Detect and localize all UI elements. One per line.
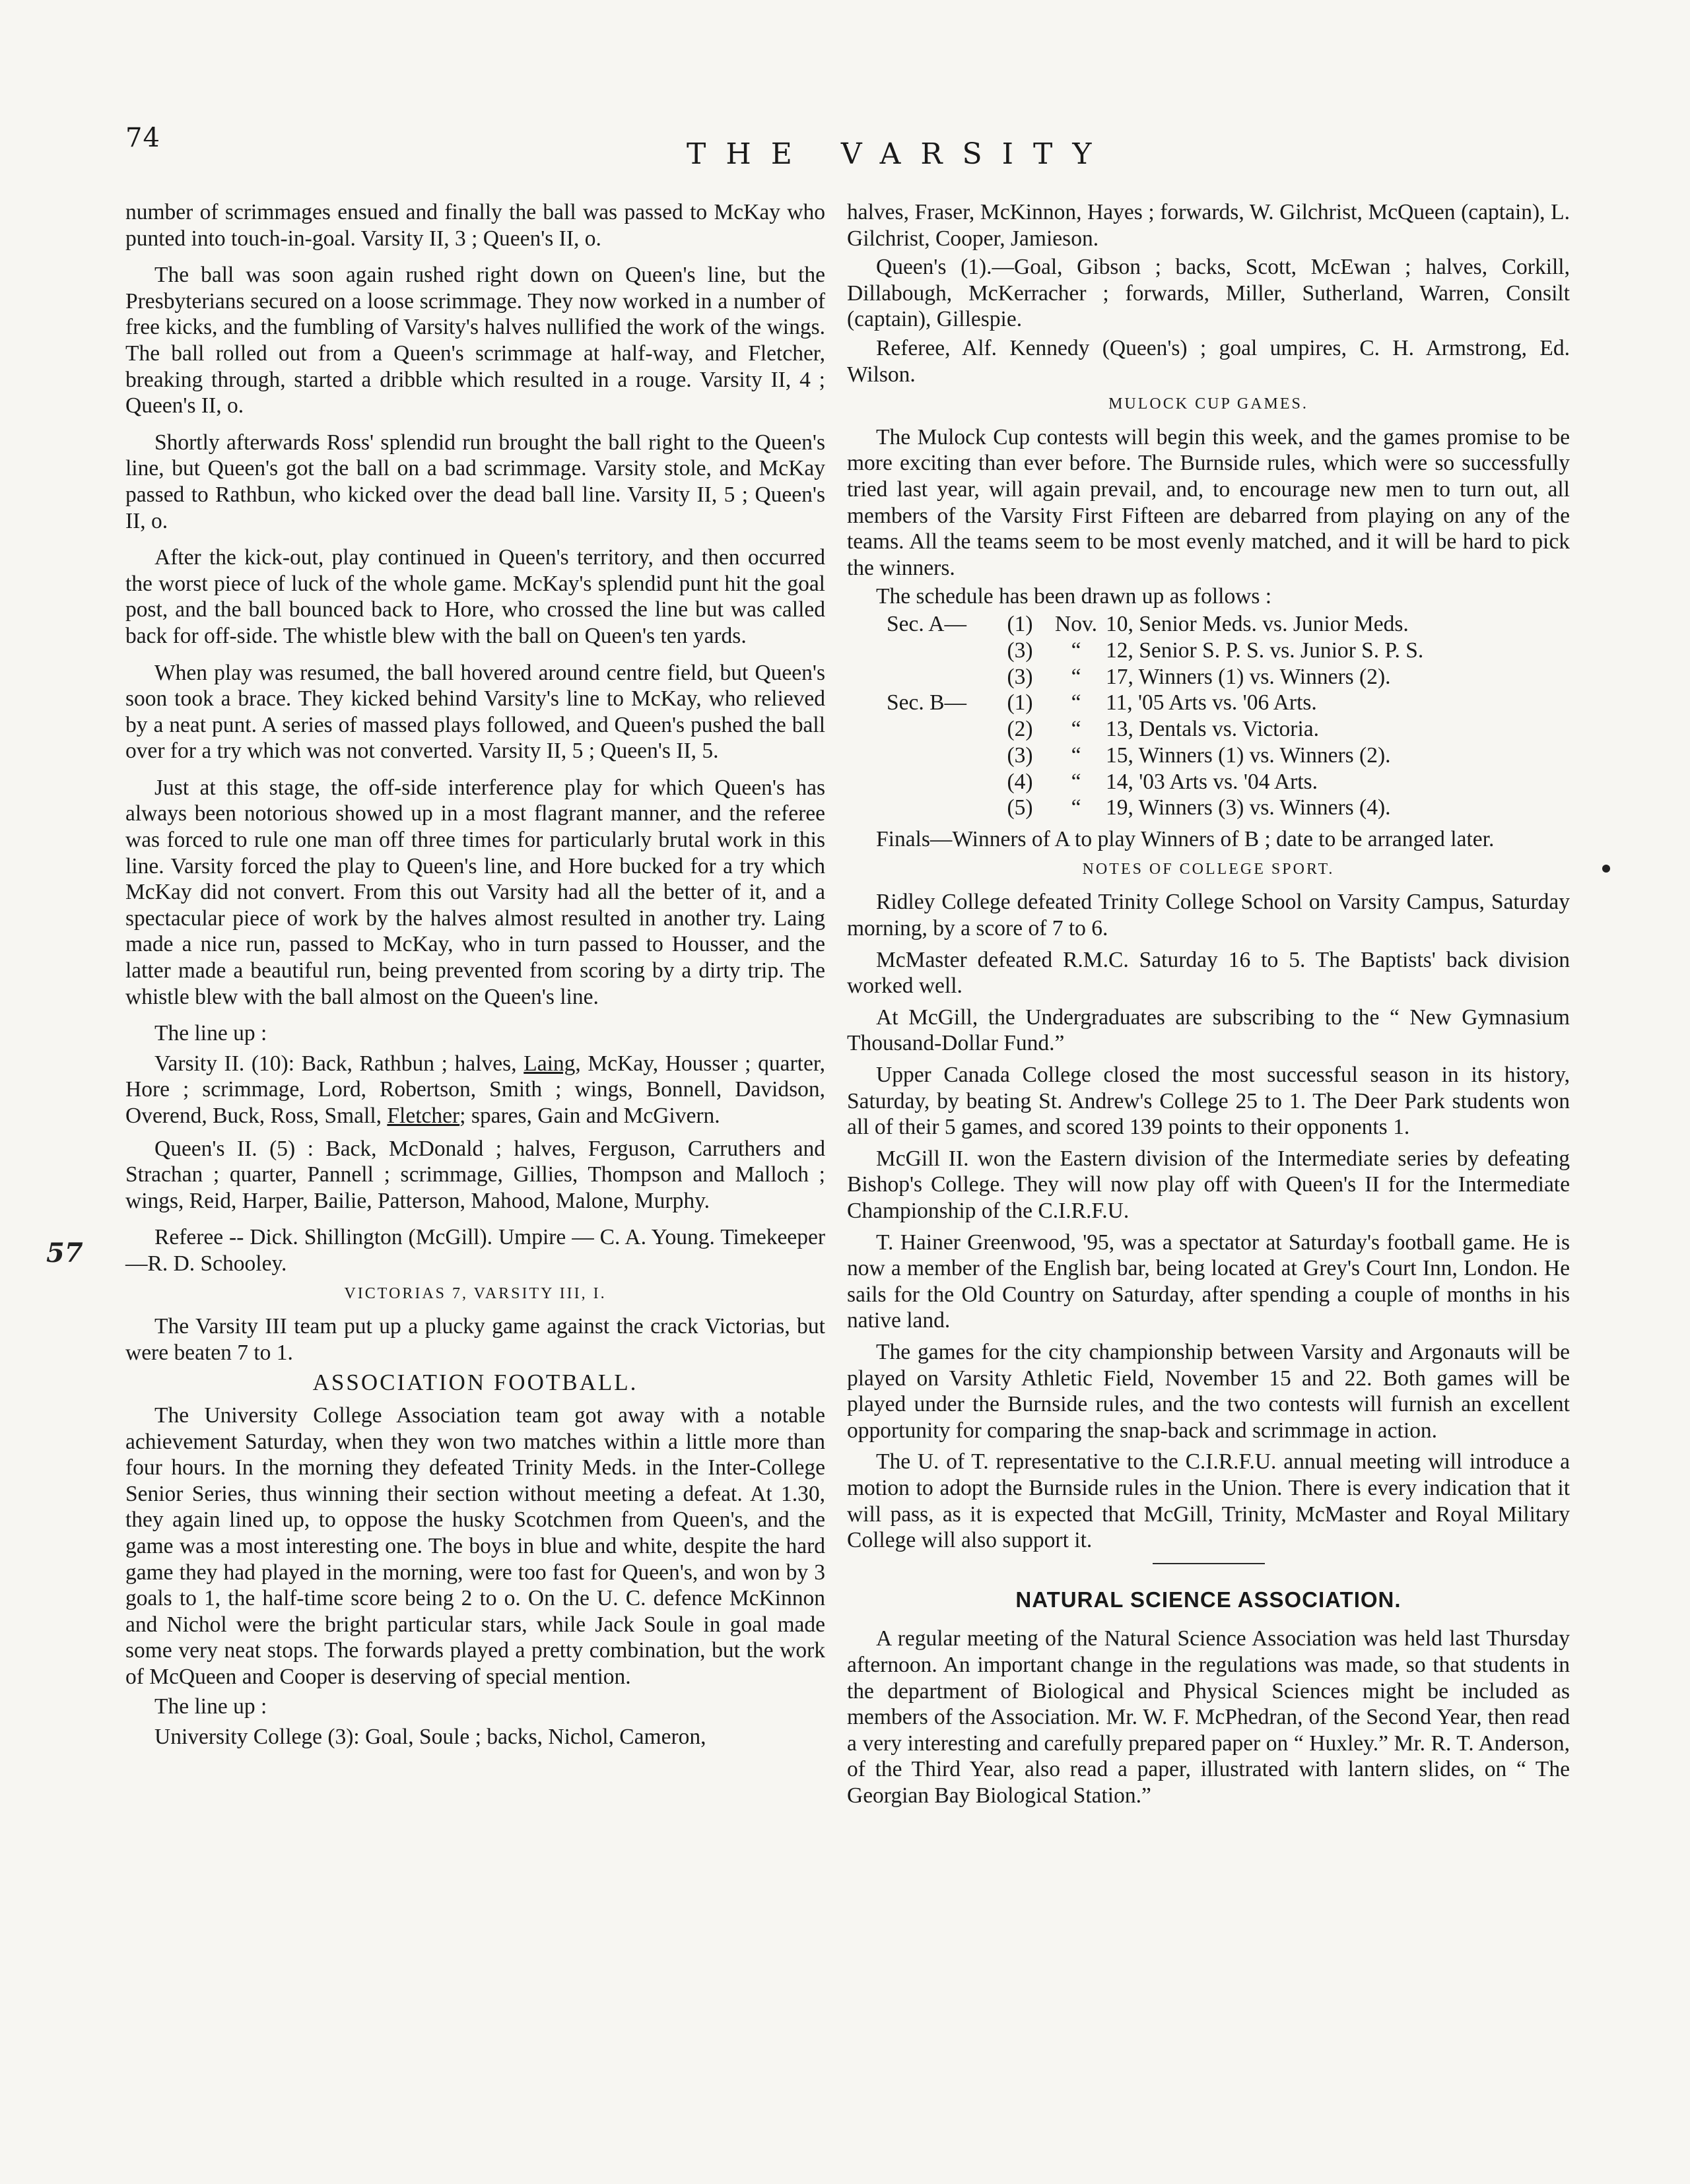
running-head: THE VARSITY	[687, 137, 1112, 171]
left-column	[125, 199, 825, 1761]
paragraph: The line up :	[154, 1021, 267, 1046]
paragraph: University College (3): Goal, Soule ; backs, Nichol, Cameron,	[154, 1725, 706, 1750]
schedule-game: 19, Winners (3) vs. Winners (4).	[1106, 795, 1391, 820]
schedule-number: (4)	[1007, 769, 1033, 794]
section-rule	[1153, 1563, 1265, 1564]
schedule-number: (1)	[1007, 611, 1033, 636]
schedule-number: (3)	[1007, 743, 1033, 768]
schedule-number: (5)	[1007, 795, 1033, 820]
schedule-row	[847, 769, 1570, 795]
association-heading: ASSOCIATION FOOTBALL.	[312, 1370, 638, 1396]
victorias-heading: VICTORIAS 7, VARSITY III, I.	[344, 1284, 607, 1302]
schedule-number: (1)	[1007, 690, 1033, 715]
schedule-section	[847, 638, 994, 664]
schedule-row	[847, 611, 1570, 638]
schedule-month: “	[1071, 690, 1081, 715]
lineup-text: , McKay, Housser ; quarter, Hore ; scrimmage, Lord, Robertson, Smith ; wings, Bonnell, Davidson, Overend, Buck, Ross, Small,	[125, 1051, 826, 1128]
margin-note: 57	[46, 1238, 83, 1269]
officials: Referee -- Dick. Shillington (McGill). Umpire — C. A. Young. Timekeeper—R. D. Schooley.	[125, 1225, 825, 1276]
paragraph: After the kick-out, play continued in Queen's territory, and then occurred the worst piece of luck of the whole game. McKay's splendid punt hit the goal post, and the ball bounced back to Hore, who crossed the line but was called back for off-side. The whistle blew with the ball on Queen's ten yards.	[125, 545, 825, 648]
note: Upper Canada College closed the most successful season in its history, Saturday, by beating St. Andrew's College 25 to 1. The Deer Park students won all of their 5 games, and scored 139 points to their opponents 1.	[847, 1063, 1570, 1140]
schedule-table	[847, 611, 1570, 821]
schedule-month: “	[1071, 743, 1081, 768]
schedule-month: Nov.	[1055, 611, 1097, 636]
right-column	[847, 199, 1570, 1819]
schedule-row	[847, 638, 1570, 664]
schedule-game: 13, Dentals vs. Victoria.	[1106, 717, 1320, 742]
notes-heading: NOTES OF COLLEGE SPORT.	[1082, 860, 1335, 878]
schedule-section	[847, 716, 994, 743]
nsa-heading: NATURAL SCIENCE ASSOCIATION.	[1015, 1587, 1402, 1612]
paragraph: The University College Association team got away with a notable achievement Saturday, when they won two matches within a little more than four hours. In the morning they defeated Trinity Meds. in the Inter-College Senior Series, thus winning their section without meeting a defeat. At 1.30, they again lined up, to oppose the husky Scotchmen from Queen's, and the game was a most interesting one. The boys in blue and white, despite the hard game they had played in the morning, were too fast for Queen's, and won by 3 goals to 1, the half-time score being 2 to o. On the U. C. defence McKinnon and Nichol were the bright particular stars, while Jack Soule in goal made some very neat stops. The forwards played a pretty combination, but the work of McQueen and Cooper is deserving of special mention.	[125, 1403, 825, 1689]
paragraph: Queen's (1).—Goal, Gibson ; backs, Scott, McEwan ; halves, Corkill, Dillabough, McKerracher ; forwards, Miller, Sutherland, Warren, Consilt (captain), Gillespie.	[847, 255, 1570, 332]
stray-dot	[1602, 865, 1610, 873]
schedule-number: (3)	[1007, 664, 1033, 689]
mulock-heading: MULOCK CUP GAMES.	[1108, 395, 1308, 413]
schedule-month: “	[1071, 717, 1081, 742]
schedule-game: 11, '05 Arts vs. '06 Arts.	[1106, 690, 1317, 715]
note: The games for the city championship between Varsity and Argonauts will be played on Varsity Athletic Field, November 15 and 22. Both games will be played under the Burnside rules, and the two contests will furnish an excellent opportunity for comparing the snap-back and scrimmage in action.	[847, 1339, 1570, 1443]
schedule-game: 17, Winners (1) vs. Winners (2).	[1106, 664, 1391, 689]
schedule-row	[847, 716, 1570, 743]
lineup-text: ; spares, Gain and McGivern.	[459, 1104, 720, 1128]
paragraph: Referee, Alf. Kennedy (Queen's) ; goal umpires, C. H. Armstrong, Ed. Wilson.	[847, 335, 1570, 387]
paragraph: When play was resumed, the ball hovered around centre field, but Queen's soon took a brace. They kicked behind Varsity's line to McKay, who relieved by a neat punt. A series of massed plays followed, and Queen's pushed the ball over for a try which was not converted. Varsity II, 5 ; Queen's II, 5.	[125, 660, 825, 764]
schedule-section	[847, 769, 994, 795]
schedule-row	[847, 795, 1570, 821]
schedule-month: “	[1071, 638, 1081, 663]
schedule-section: Sec. A—	[887, 611, 966, 636]
note: The U. of T. representative to the C.I.R.F.U. annual meeting will introduce a motion to adopt the Burnside rules in the Union. There is every indication that it will pass, as it is expected that McGill, Trinity, McMaster and Royal Military College will also support it.	[847, 1449, 1570, 1553]
schedule-month: “	[1071, 795, 1081, 820]
note: At McGill, the Undergraduates are subscribing to the “ New Gymnasium Thousand-Dollar Fund.”	[847, 1005, 1570, 1056]
schedule-section: Sec. B—	[887, 690, 966, 715]
varsity-lineup	[125, 1051, 825, 1129]
paragraph: The schedule has been drawn up as follows :	[876, 584, 1272, 609]
schedule-row	[847, 743, 1570, 769]
page-number: 74	[125, 123, 160, 153]
underlined-name: Laing	[524, 1051, 576, 1076]
schedule-game: 15, Winners (1) vs. Winners (2).	[1106, 743, 1391, 768]
queens-lineup: Queen's II. (5) : Back, McDonald ; halves, Ferguson, Carruthers and Strachan ; quarter, Pannell ; scrimmage, Gillies, Thompson and Malloch ; wings, Reid, Harper, Bailie, Patterson, Mahood, Malone, Murphy.	[125, 1136, 825, 1213]
paragraph: A regular meeting of the Natural Science Association was held last Thursday afternoon. An important change in the regulations was made, so that students in the department of Biological and Physical Sciences might be included as members of the Association. Mr. W. F. McPhedran, of the Second Year, then read a very interesting and carefully prepared paper on “ Huxley.” Mr. R. T. Anderson, of the Third Year, also read a paper, illustrated with lantern slides, on “ The Georgian Bay Biological Station.”	[847, 1626, 1570, 1808]
note: McMaster defeated R.M.C. Saturday 16 to 5. The Baptists' back division worked well.	[847, 947, 1570, 999]
schedule-section	[847, 795, 994, 821]
schedule-number: (3)	[1007, 638, 1033, 663]
schedule-month: “	[1071, 664, 1081, 689]
underlined-name: Fletcher	[387, 1104, 460, 1128]
schedule-game: 12, Senior S. P. S. vs. Junior S. P. S.	[1106, 638, 1424, 663]
paragraph: Shortly afterwards Ross' splendid run brought the ball right to the Queen's line, but Queen's got the ball on a bad scrimmage. Varsity stole, and McKay passed to Rathbun, who kicked over the dead ball line. Varsity II, 5 ; Queen's II, o.	[125, 430, 825, 533]
schedule-row	[847, 664, 1570, 690]
paragraph: The line up :	[154, 1694, 267, 1719]
note: McGill II. won the Eastern division of the Intermediate series by defeating Bishop's College. They will now play off with Queen's II for the Intermediate Championship of the C.I.R.F.U.	[847, 1146, 1570, 1223]
paragraph: halves, Fraser, McKinnon, Hayes ; forwards, W. Gilchrist, McQueen (captain), L. Gilchrist, Cooper, Jamieson.	[847, 200, 1570, 251]
schedule-month: “	[1071, 769, 1081, 794]
schedule-section	[847, 743, 994, 769]
paragraph: The Mulock Cup contests will begin this week, and the games promise to be more exciting than ever before. The Burnside rules, which were so successfully tried last year, will again prevail, and, to encourage new men to turn out, all members of the Varsity First Fifteen are debarred from playing on any of the teams. All the teams seem to be most evenly matched, and it will be hard to pick the winners.	[847, 424, 1570, 580]
schedule-row	[847, 690, 1570, 716]
paragraph: Finals—Winners of A to play Winners of B ; date to be arranged later.	[876, 827, 1495, 852]
note: T. Hainer Greenwood, '95, was a spectator at Saturday's football game. He is now a member of the English bar, being located at Grey's Court Inn, London. He sails for the Old Country on Saturday, after spending a couple of months in his native land.	[847, 1230, 1570, 1333]
note: Ridley College defeated Trinity College School on Varsity Campus, Saturday morning, by a score of 7 to 6.	[847, 890, 1570, 941]
paragraph: Just at this stage, the off-side interference play for which Queen's has always been notorious showed up in a most flagrant manner, and the referee was forced to rule one man off three times for particularly brutal work in this line. Varsity forced the play to Queen's line, and Hore bucked for a try which McKay did not convert. From this out Varsity had all the better of it, and a spectacular piece of work by the halves almost resulted in another try. Laing made a nice run, passed to McKay, who in turn passed to Housser, and the latter made a beautiful run, being prevented from scoring by a dirty trip. The whistle blew with the ball almost on the Queen's line.	[125, 775, 825, 1009]
schedule-game: 14, '03 Arts vs. '04 Arts.	[1106, 769, 1318, 794]
schedule-game: 10, Senior Meds. vs. Junior Meds.	[1106, 611, 1409, 636]
schedule-number: (2)	[1007, 717, 1033, 742]
lineup-text: Varsity II. (10): Back, Rathbun ; halves,	[154, 1051, 524, 1076]
paragraph: number of scrimmages ensued and finally the ball was passed to McKay who punted into touch-in-goal. Varsity II, 3 ; Queen's II, o.	[125, 200, 825, 251]
schedule-section	[847, 664, 994, 690]
paragraph: The ball was soon again rushed right down on Queen's line, but the Presbyterians secured on a loose scrimmage. They now worked in a number of free kicks, and the fumbling of Varsity's halves nullified the work of the wings. The ball rolled out from a Queen's scrimmage at half-way, and Fletcher, breaking through, started a dribble which resulted in a rouge. Varsity II, 4 ; Queen's II, o.	[125, 263, 825, 418]
paragraph: The Varsity III team put up a plucky game against the crack Victorias, but were beaten 7 to 1.	[125, 1314, 825, 1365]
